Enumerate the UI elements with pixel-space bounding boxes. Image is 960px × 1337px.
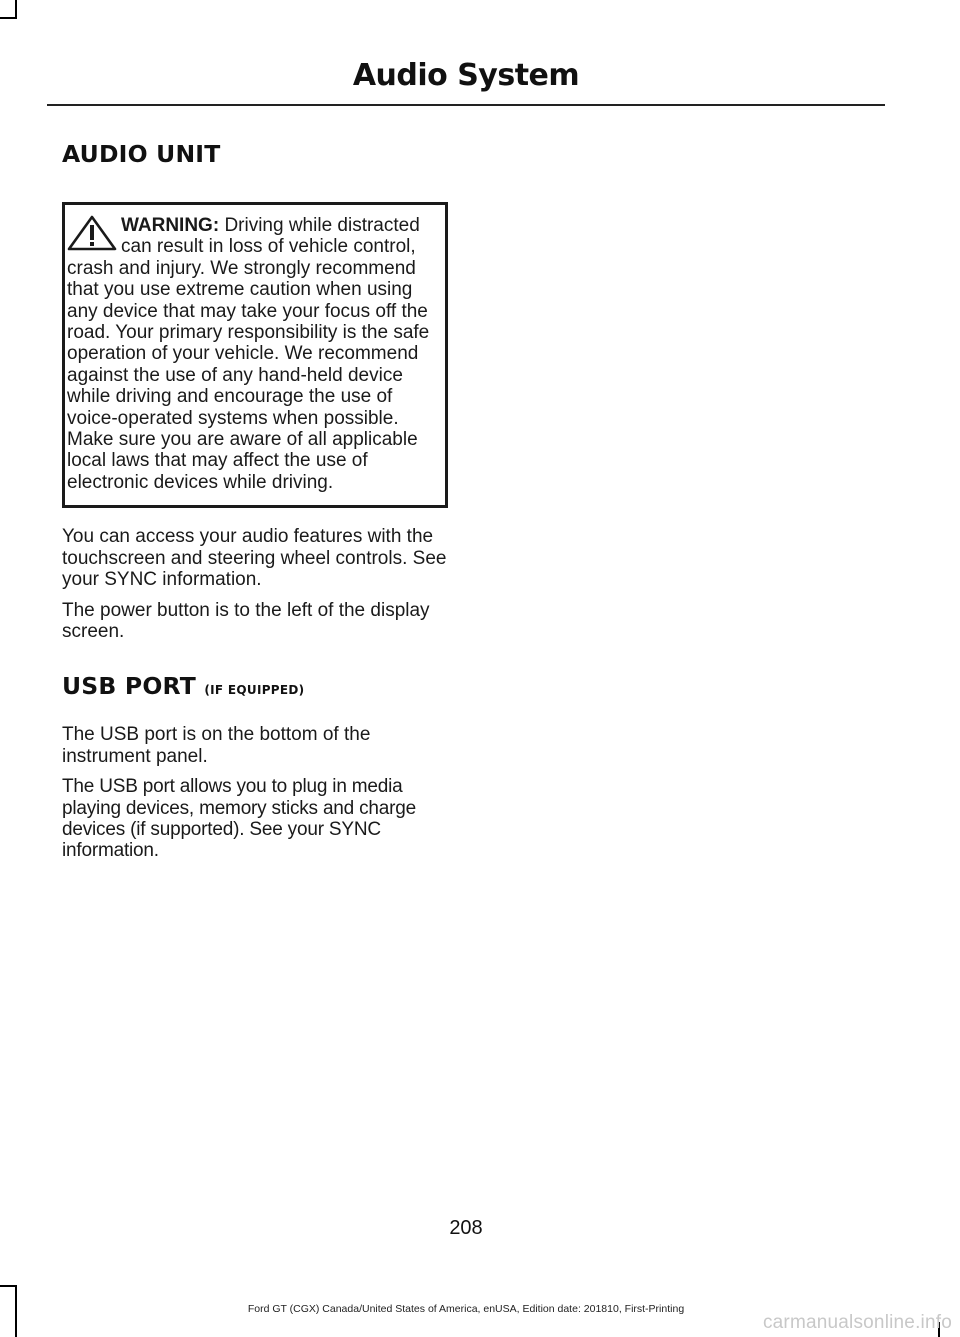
usb-paragraph-2: The USB port allows you to plug in media playing devices, memory sticks and charge devices (if supported). See your SYNC information. [62, 776, 417, 862]
header-rule [47, 104, 885, 106]
usb-paragraph-1: The USB port is on the bottom of the instrument panel. [62, 724, 371, 767]
footer-edition: Ford GT (CGX) Canada/United States of America, enUSA, Edition date: 201810, First-Printing [247, 1303, 685, 1315]
crop-mark-top-left-vertical [15, 0, 17, 18]
crop-mark-top-left-horizontal [0, 17, 17, 19]
section-title: Audio System [352, 58, 580, 93]
watermark: carmanualsonline.info [762, 1312, 952, 1333]
warning-label: WARNING: [121, 215, 220, 236]
main-column [62, 140, 448, 862]
warning-triangle-icon [67, 215, 117, 251]
usb-port-heading-text: USB PORT [62, 672, 196, 701]
warning-box [62, 202, 448, 508]
warning-text: Driving while distracted can result in loss of vehicle control, crash and injury. We strongly recommend that you use extreme caution when using any device that may take your focus off the road. Your primary responsibility is the safe operation of your vehicle. We recommend against the use of any hand-held device while driving and encourage the use of voice-operated systems when possible. Make sure you are aware of all applicable local laws that may affect the use of electronic devices while driving. [67, 215, 430, 493]
audio-unit-heading: AUDIO UNIT [62, 140, 221, 168]
page-number: 208 [449, 1217, 483, 1239]
audio-paragraph-1: You can access your audio features with the touchscreen and steering wheel controls. See your SYNC information. [62, 526, 447, 591]
crop-mark-bottom-left-horizontal [0, 1285, 17, 1287]
usb-port-heading [62, 672, 448, 700]
audio-paragraph-2: The power button is to the left of the display screen. [62, 599, 430, 642]
usb-port-heading-suffix: (IF EQUIPPED) [204, 683, 305, 698]
